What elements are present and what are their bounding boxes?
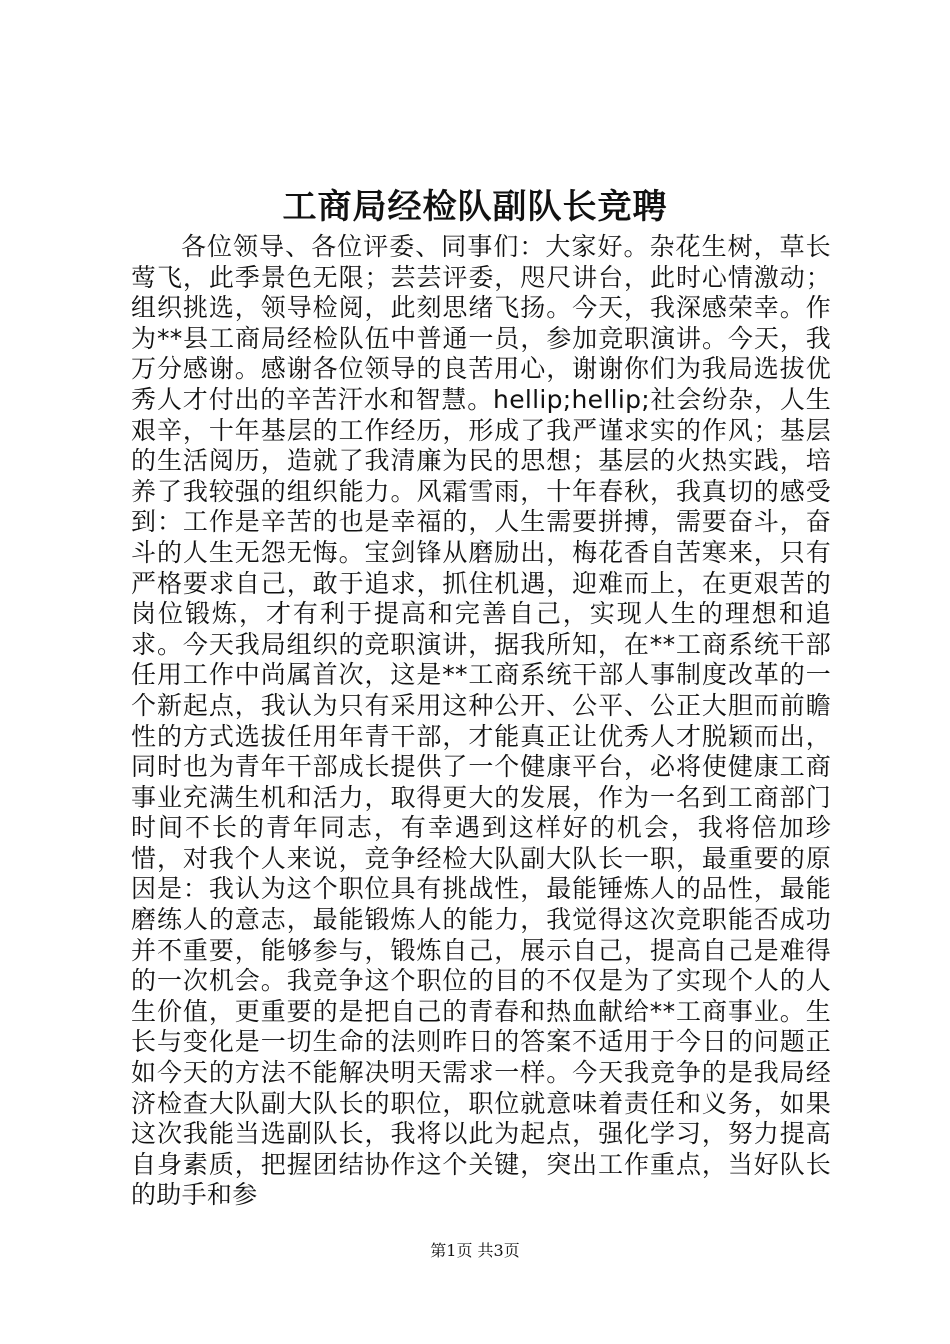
document-title: 工商局经检队副队长竞聘 (282, 187, 668, 227)
page-number-footer: 第1页 共3页 (430, 1241, 520, 1260)
document-body-paragraph: 各位领导、各位评委、同事们：大家好。杂花生树，草长莺飞，此季景色无限；芸芸评委，咫尺讲台，此时心情激动；组织挑选，领导检阅，此刻思绪飞扬。今天，我深感荣幸。作为**县工商局经检队伍中普通一员，参加竞职演讲。今天，我万分感谢。感谢各位领导的良苦用心，谢谢你们为我局选拔优秀人才付出的辛苦汗水和智慧。hellip;hellip;社会纷杂，人生艰辛，十年基层的工作经历，形成了我严谨求实的作风；基层的生活阅历，造就了我清廉为民的思想；基层的火热实践，培养了我较强的组织能力。风霜雪雨，十年春秋，我真切的感受到：工作是辛苦的也是幸福的，人生需要拼搏，需要奋斗，奋斗的人生无怨无悔。宝剑锋从磨励出，梅花香自苦寒来，只有严格要求自己，敢于追求，抓住机遇，迎难而上，在更艰苦的岗位锻炼，才有利于提高和完善自己，实现人生的理想和追求。今天我局组织的竞职演讲，据我所知，在**工商系统干部任用工作中尚属首次，这是**工商系统干部人事制度改革的一个新起点，我认为只有采用这种公开、公平、公正大胆而前瞻性的方式选拔任用年青干部，才能真正让优秀人才脱颖而出，同时也为青年干部成长提供了一个健康平台，必将使健康工商事业充满生机和活力，取得更大的发展，作为一名到工商部门时间不长的青年同志，有幸遇到这样好的机会，我将倍加珍惜，对我个人来说，竞争经检大队副大队长一职，最重要的原因是：我认为这个职位具有挑战性，最能锤炼人的品性，最能磨练人的意志，最能锻炼人的能力，我觉得这次竞职能否成功并不重要，能够参与，锻炼自己，展示自己，提高自己是难得的一次机会。我竞争这个职位的目的不仅是为了实现个人的人生价值，更重要的是把自己的青春和热血献给**工商事业。生长与变化是一切生命的法则昨日的答案不适用于今日的问题正如今天的方法不能解决明天需求一样。今天我竞争的是我局经济检查大队副大队长的职位，职位就意味着责任和义务，如果这次我能当选副队长，我将以此为起点，强化学习，努力提高自身素质，把握团结协作这个关键，突出工作重点，当好队长的助手和参 (131, 232, 831, 1210)
